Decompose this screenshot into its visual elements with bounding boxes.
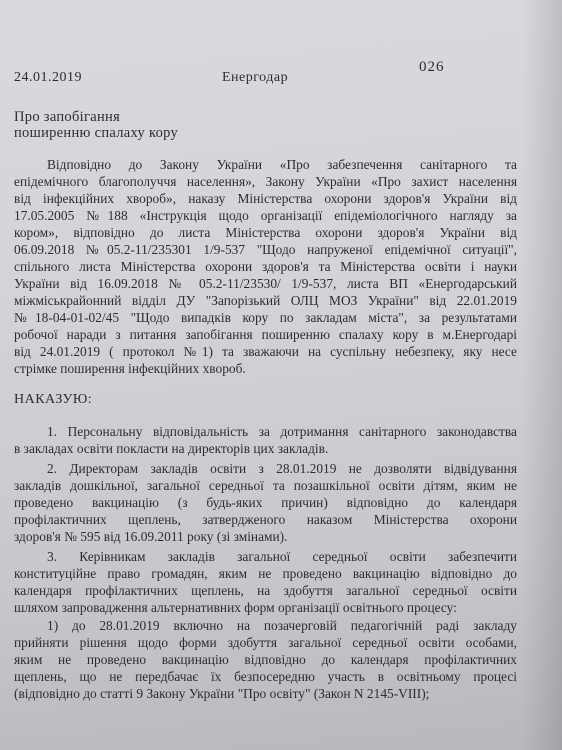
text-line: профілактичних щеплень, затвердженого наказом Міністерства охорони <box>14 512 517 527</box>
text-line: календаря профілактичних щеплень, на здобуття загальної середньої освіти <box>14 583 517 598</box>
text-line: 17.05.2005 №188 «Інструкція щодо організації епідеміологічного нагляду за <box>14 208 517 223</box>
text-line: 2. Директорам закладів освіти з 28.01.2019 не дозволяти відвідування <box>47 461 517 476</box>
text-line: від 24.01.2019 ( протокол №1) та зважаючи на суспільну небезпеку, яку несе <box>14 344 517 359</box>
document-subject: Про запобігання <box>14 109 121 125</box>
text-line: стрімке поширення інфекційних хвороб. <box>14 361 246 376</box>
text-line: Відповідно до Закону України «Про забезпечення санітарного та <box>47 157 517 172</box>
text-line: здоров'я № 595 від 16.09.2011 року (зі змінами). <box>14 529 288 544</box>
document-city: Енергодар <box>222 70 289 85</box>
document-number: 026 <box>419 59 445 75</box>
text-line: в закладах освіти покласти на директорів цих закладів. <box>14 441 329 456</box>
document-date: 24.01.2019 <box>14 70 82 85</box>
text-line: закладів дошкільної, загальної середньої та позашкільної освіти дітям, яким не <box>14 478 517 493</box>
text-line: України від 16.09.2018 № 05.2-11/23530/ 1/9-537, листа ВП «Енергодарський <box>14 276 517 291</box>
text-line: робочої наради з питання запобігання поширенню спалаху кору в м.Енергодарі <box>14 327 517 342</box>
text-line: 1. Персональну відповідальність за дотримання санітарного законодавства <box>47 424 517 439</box>
text-line: кором», відповідно до листа Міністерства охорони здоров'я України від <box>14 225 517 240</box>
text-line: №18-04-01-02/45 "Щодо випадків кору по закладам міста", за результатами <box>14 310 517 325</box>
order-heading: НАКАЗУЮ: <box>14 392 93 407</box>
text-line: від інфекційних хвороб», наказу Міністерства охорони здоров'я України від <box>14 191 517 206</box>
text-line: (відповідно до статті 9 Закону України "Про освіту" (Закон N 2145-VIII); <box>14 686 430 701</box>
text-line: шляхом запровадження альтернативних форм організації освітнього процесу: <box>14 600 457 615</box>
text-line: 3. Керівникам закладів загальної середньої освіти забезпечити <box>47 549 517 564</box>
page-shadow <box>522 0 562 750</box>
text-line: яким не проведено вакцинацію відповідно до календаря профілактичних <box>14 652 517 667</box>
document-subject: поширенню спалаху кору <box>14 125 179 141</box>
text-line: епідемічного благополуччя населення», Закону України «Про захист населення <box>14 174 517 189</box>
text-line: 1) до 28.01.2019 включно на позачерговій педагогічній раді закладу <box>47 618 517 633</box>
text-line: спільного листа Міністерства охорони здоров'я та Міністерства освіти і науки <box>14 259 517 274</box>
text-line: проведено вакцинацію (з будь-яких причин) відповідно до календаря <box>14 495 517 510</box>
text-line: конституційне право громадян, яким не проведено вакцинацію відповідно до <box>14 566 517 581</box>
text-line: міжміськрайонний відділ ДУ "Запорізький ОЛЦ МОЗ України" від 22.01.2019 <box>14 293 517 308</box>
text-line: прийняти рішення щодо форми здобуття загальної середньої освіти особами, <box>14 635 517 650</box>
text-line: 06.09.2018 №05.2-11/235301 1/9-537 "Щодо напруженої епідемічної ситуації", <box>14 242 517 257</box>
text-line: щеплень, що не передбачає їх безпосередню участь в освітньому процесі <box>14 669 517 684</box>
